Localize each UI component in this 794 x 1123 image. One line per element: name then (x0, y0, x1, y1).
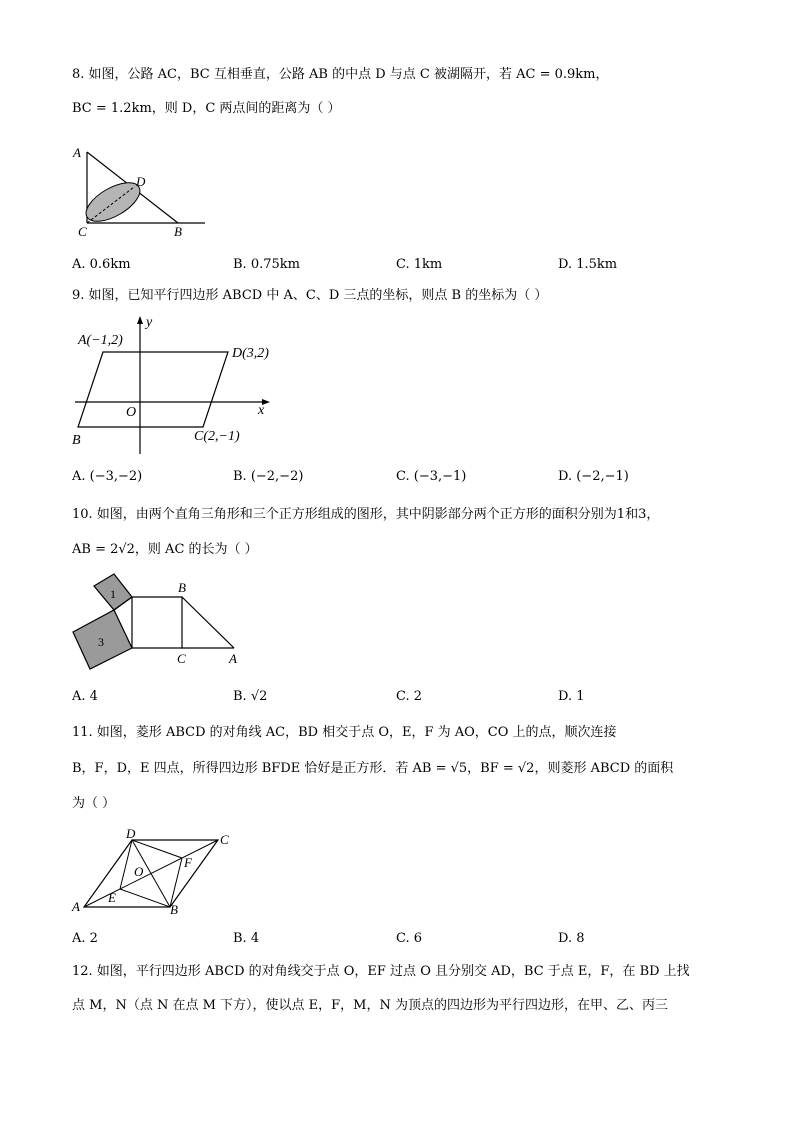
q8-stem-line2: BC = 1.2km，则 D，C 两点间的距离为（ ） (72, 101, 341, 116)
q8-label-b: B (174, 224, 182, 239)
q9-label-x: x (258, 403, 265, 418)
q9-label-d: D(3,2) (232, 346, 269, 361)
q12-stem-line2: 点 M，N（点 N 在点 M 下方），使以点 E，F，M，N 为顶点的四边形为平行四边形，在甲、乙、丙三 (72, 998, 668, 1013)
q9-option-c: C. (−3,−1) (396, 469, 467, 484)
q8-label-c: C (78, 224, 87, 239)
q10-stem-line2: AB = 2√2，则 AC 的长为（ ） (72, 542, 258, 557)
q11-label-b: B (170, 902, 178, 917)
q10-option-b: B. √2 (233, 689, 268, 704)
q11-stem-line2: B，F，D，E 四点，所得四边形 BFDE 恰好是正方形．若 AB = √5，BF = √2，则菱形 ABCD 的面积 (72, 761, 674, 776)
q10-option-c: C. 2 (396, 689, 423, 704)
q11-label-e: E (108, 890, 116, 905)
q8-label-a: A (73, 145, 81, 160)
q11-label-f: F (184, 855, 192, 870)
q11-figure (70, 824, 240, 918)
q10-label-square3: 3 (98, 635, 104, 649)
q9-label-y: y (146, 315, 153, 330)
q8-option-b: B. 0.75km (233, 257, 300, 272)
q9-label-b: B (72, 433, 81, 448)
q9-label-a: A(−1,2) (78, 333, 123, 348)
q11-stem-line3: 为（ ） (72, 796, 116, 811)
q10-figure (70, 568, 250, 670)
q12-stem-line1: 12. 如图，平行四边形 ABCD 的对角线交于点 O，EF 过点 O 且分别交 AD，BC 于点 E，F，在 BD 上找 (72, 964, 690, 979)
q10-label-c: C (177, 651, 186, 666)
q10-stem-line1: 10. 如图，由两个直角三角形和三个正方形组成的图形，其中阴影部分两个正方形的面积分别为1和3， (72, 507, 660, 522)
q9-option-a: A. (−3,−2) (72, 469, 143, 484)
q9-label-c: C(2,−1) (194, 429, 240, 444)
q11-label-c: C (220, 832, 229, 847)
q10-label-a: A (229, 651, 237, 666)
q9-label-o: O (126, 405, 137, 420)
q11-option-b: B. 4 (233, 931, 260, 946)
q10-option-a: A. 4 (72, 689, 98, 704)
q8-option-d: D. 1.5km (558, 257, 618, 272)
q11-option-c: C. 6 (396, 931, 423, 946)
q11-label-o: O (134, 864, 144, 879)
q9-figure (70, 312, 280, 460)
q8-label-d: D (136, 174, 146, 189)
q11-option-a: A. 2 (72, 931, 98, 946)
q11-label-a: A (72, 899, 80, 914)
q9-stem-line1: 9. 如图，已知平行四边形 ABCD 中 A、C、D 三点的坐标，则点 B 的坐标为（ ） (72, 288, 548, 303)
q10-label-square1: 1 (110, 587, 116, 601)
q8-option-a: A. 0.6km (72, 257, 131, 272)
q8-stem-line1: 8. 如图，公路 AC，BC 互相垂直，公路 AB 的中点 D 与点 C 被湖隔开，若 AC = 0.9km， (72, 67, 609, 82)
q8-figure (70, 140, 215, 240)
q10-label-b: B (178, 580, 186, 595)
q9-option-b: B. (−2,−2) (233, 469, 304, 484)
q11-option-d: D. 8 (558, 931, 585, 946)
q11-stem-line1: 11. 如图，菱形 ABCD 的对角线 AC，BD 相交于点 O，E，F 为 AO，CO 上的点，顺次连接 (72, 725, 617, 740)
q11-label-d: D (126, 826, 136, 841)
q9-option-d: D. (−2,−1) (558, 469, 629, 484)
q8-option-c: C. 1km (396, 257, 443, 272)
q10-option-d: D. 1 (558, 689, 585, 704)
